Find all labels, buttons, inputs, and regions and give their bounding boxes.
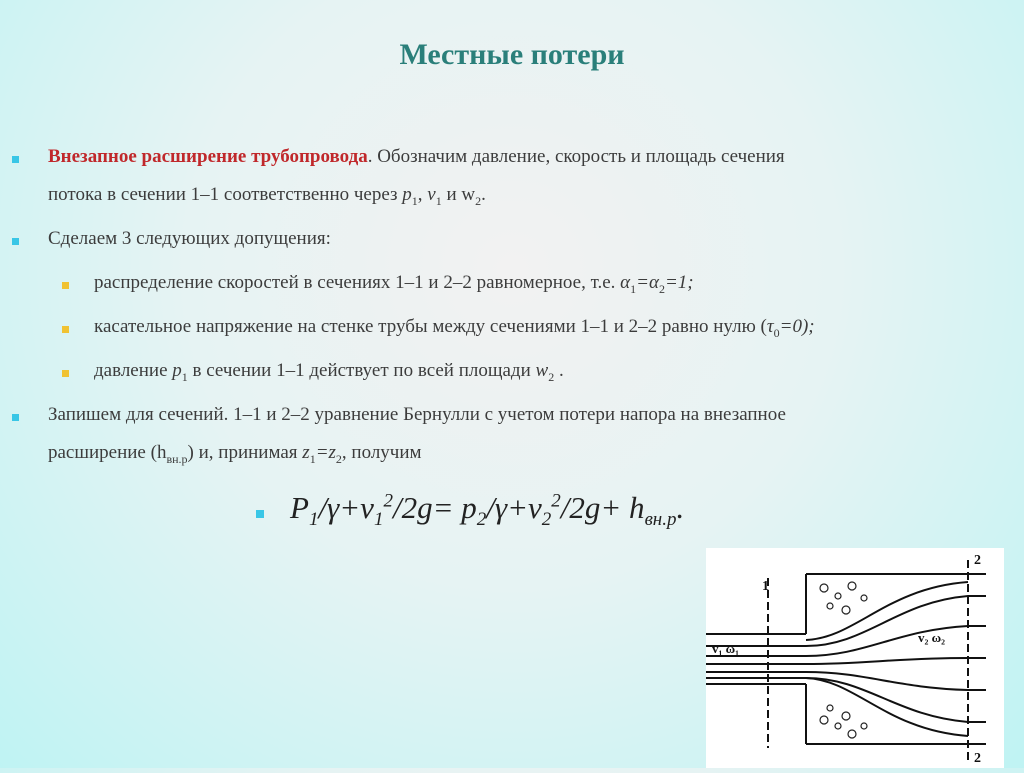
- assumption-text: давление: [94, 360, 173, 381]
- bullet-marker: [12, 414, 19, 421]
- var-w: w: [535, 360, 549, 381]
- formula-part: /2g+ h: [560, 490, 645, 525]
- formula-part: /2g= p: [392, 490, 477, 525]
- superscript: 2: [383, 490, 393, 512]
- var-alpha: α: [620, 272, 631, 293]
- formula-part: P: [290, 490, 309, 525]
- math-eq: =α: [636, 272, 659, 293]
- sub-bullet-marker: [62, 326, 69, 333]
- var-w: w: [461, 184, 476, 205]
- section-label-2-bottom: 2: [974, 751, 981, 766]
- paragraph-text: расширение (h: [48, 442, 167, 463]
- assumption-text: касательное напряжение на стенке трубы между сечениями 1–1 и 2–2 равно нулю (: [94, 316, 767, 337]
- paragraph-text: . Обозначим давление, скорость и площадь сечения: [367, 146, 785, 167]
- period: .: [554, 360, 564, 381]
- subscript: 1: [308, 509, 319, 531]
- bullet-marker: [256, 510, 264, 518]
- subscript: 0: [773, 325, 780, 340]
- subscript: 1: [411, 193, 418, 208]
- paragraph-text: , получим: [341, 442, 422, 463]
- paragraph-text: Запишем для сечений. 1–1 и 2–2 уравнение Бернулли с учетом потери напора на внезапное: [48, 404, 786, 425]
- subscript: 2: [476, 509, 487, 531]
- section-label-2-top: 2: [974, 553, 981, 568]
- paragraph-text: потока в сечении 1–1 соответственно через: [48, 184, 403, 205]
- var-p: p: [402, 184, 412, 205]
- assumption-1: [94, 264, 694, 308]
- math-tail: =0);: [779, 316, 815, 337]
- conjunction: и: [441, 184, 462, 205]
- var-v: v: [427, 184, 436, 205]
- subscript: 1: [435, 193, 442, 208]
- var-tau: τ: [766, 316, 774, 337]
- subscript: 2: [658, 281, 665, 296]
- superscript: 2: [551, 490, 561, 512]
- sub-bullet-marker: [62, 370, 69, 377]
- subscript: 1: [309, 451, 316, 466]
- formula-part: /γ+v: [486, 490, 542, 525]
- paragraph-assumptions: Сделаем 3 следующих допущения:: [48, 228, 331, 249]
- subscript: 1: [630, 281, 637, 296]
- assumption-3: [94, 352, 564, 396]
- label-v2: v₂ ω₂: [918, 630, 946, 645]
- paragraph-text: ) и, принимая: [187, 442, 303, 463]
- section-label-1: 1: [762, 579, 769, 594]
- sub-bullet-marker: [62, 282, 69, 289]
- math-tail: =1;: [664, 272, 694, 293]
- subscript: 1: [181, 369, 188, 384]
- subscript: вн.р: [166, 451, 188, 466]
- slide-title: Местные потери: [399, 38, 625, 71]
- bullet-marker: [12, 238, 19, 245]
- math-eq: =z: [315, 442, 336, 463]
- subscript: 1: [373, 509, 384, 531]
- assumption-text: в сечении 1–1 действует по всей площади: [187, 360, 536, 381]
- paragraph-bernoulli: [48, 396, 988, 478]
- assumption-text: распределение скоростей в сечениях 1–1 и 2–2 равномерное, т.е.: [94, 272, 621, 293]
- assumption-2: [94, 308, 815, 352]
- subscript: 2: [541, 509, 552, 531]
- bullet-marker: [12, 156, 19, 163]
- subscript: 2: [335, 451, 342, 466]
- var-p: p: [172, 360, 182, 381]
- subscript: 2: [548, 369, 555, 384]
- formula-part: /γ+v: [318, 490, 374, 525]
- pipe-expansion-diagram: [706, 548, 1004, 768]
- bernoulli-formula: [290, 490, 684, 531]
- formula-part: .: [676, 490, 685, 525]
- pipe-expansion-svg: [706, 548, 1004, 768]
- highlight-term: Внезапное расширение трубопровода: [48, 146, 368, 167]
- period: .: [481, 184, 486, 205]
- subscript: 2: [475, 193, 482, 208]
- paragraph-sudden-expansion: [48, 138, 968, 220]
- comma: ,: [417, 184, 428, 205]
- label-v1: v₁ ω₁: [712, 641, 740, 656]
- var-z: z: [302, 442, 310, 463]
- subscript: вн.р: [644, 509, 677, 531]
